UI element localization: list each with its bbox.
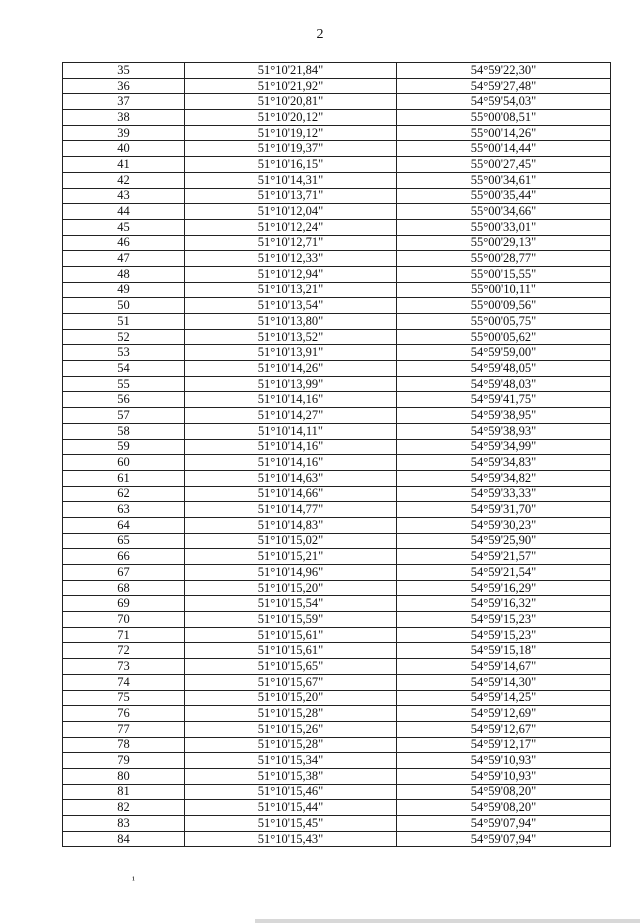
table-row: [63, 565, 611, 581]
table-row: [63, 643, 611, 659]
point-number-cell: 67: [63, 565, 185, 581]
coordinate-2-cell: 54°59'21,54": [397, 565, 611, 581]
coordinate-1-cell: 51°10'14,16": [185, 392, 397, 408]
coordinate-2-cell: 55°00'33,01": [397, 219, 611, 235]
coordinate-1-cell: 51°10'20,81": [185, 94, 397, 110]
coordinate-1-cell: 51°10'20,12": [185, 110, 397, 126]
coordinate-1-cell: 51°10'12,71": [185, 235, 397, 251]
coordinate-2-cell: 54°59'10,93": [397, 753, 611, 769]
point-number-cell: 65: [63, 533, 185, 549]
coordinate-1-cell: 51°10'15,43": [185, 831, 397, 847]
point-number-cell: 73: [63, 659, 185, 675]
table-row: [63, 784, 611, 800]
table-row: [63, 63, 611, 79]
table-row: [63, 737, 611, 753]
coordinate-1-cell: 51°10'13,80": [185, 314, 397, 330]
table-row: [63, 800, 611, 816]
point-number-cell: 69: [63, 596, 185, 612]
coordinate-1-cell: 51°10'12,33": [185, 251, 397, 267]
coordinate-2-cell: 54°59'48,05": [397, 361, 611, 377]
coordinate-2-cell: 54°59'12,69": [397, 706, 611, 722]
coordinate-1-cell: 51°10'15,28": [185, 737, 397, 753]
point-number-cell: 56: [63, 392, 185, 408]
coordinate-2-cell: 54°59'10,93": [397, 768, 611, 784]
coordinate-2-cell: 55°00'05,62": [397, 329, 611, 345]
point-number-cell: 84: [63, 831, 185, 847]
table-row: [63, 612, 611, 628]
table-row: [63, 235, 611, 251]
point-number-cell: 40: [63, 141, 185, 157]
table-row: [63, 282, 611, 298]
coordinate-1-cell: 51°10'13,71": [185, 188, 397, 204]
coordinate-1-cell: 51°10'13,99": [185, 376, 397, 392]
table-row: [63, 470, 611, 486]
coordinate-2-cell: 54°59'16,32": [397, 596, 611, 612]
coordinate-1-cell: 51°10'13,21": [185, 282, 397, 298]
point-number-cell: 55: [63, 376, 185, 392]
coordinates-table: [62, 62, 611, 847]
point-number-cell: 60: [63, 455, 185, 471]
table-row: [63, 486, 611, 502]
point-number-cell: 75: [63, 690, 185, 706]
table-row: [63, 157, 611, 173]
point-number-cell: 35: [63, 63, 185, 79]
coordinate-1-cell: 51°10'14,16": [185, 439, 397, 455]
coordinate-1-cell: 51°10'12,24": [185, 219, 397, 235]
coordinate-2-cell: 54°59'38,95": [397, 408, 611, 424]
point-number-cell: 36: [63, 78, 185, 94]
table-row: [63, 627, 611, 643]
table-row: [63, 94, 611, 110]
coordinate-1-cell: 51°10'15,65": [185, 659, 397, 675]
coordinate-1-cell: 51°10'14,66": [185, 486, 397, 502]
scan-edge: [255, 919, 640, 923]
coordinate-2-cell: 55°00'15,55": [397, 266, 611, 282]
coordinate-1-cell: 51°10'21,92": [185, 78, 397, 94]
coordinate-2-cell: 54°59'12,17": [397, 737, 611, 753]
coordinate-1-cell: 51°10'16,15": [185, 157, 397, 173]
coordinate-2-cell: 55°00'34,66": [397, 204, 611, 220]
coordinate-2-cell: 55°00'35,44": [397, 188, 611, 204]
coordinate-2-cell: 55°00'29,13": [397, 235, 611, 251]
point-number-cell: 43: [63, 188, 185, 204]
coordinate-2-cell: 55°00'14,44": [397, 141, 611, 157]
coordinate-1-cell: 51°10'15,20": [185, 690, 397, 706]
point-number-cell: 50: [63, 298, 185, 314]
coordinate-1-cell: 51°10'14,63": [185, 470, 397, 486]
coordinate-1-cell: 51°10'15,26": [185, 721, 397, 737]
point-number-cell: 53: [63, 345, 185, 361]
coordinate-1-cell: 51°10'15,34": [185, 753, 397, 769]
table-row: [63, 768, 611, 784]
point-number-cell: 52: [63, 329, 185, 345]
table-row: [63, 392, 611, 408]
coordinate-1-cell: 51°10'14,16": [185, 455, 397, 471]
coordinate-1-cell: 51°10'15,46": [185, 784, 397, 800]
table-row: [63, 329, 611, 345]
coordinate-1-cell: 51°10'15,38": [185, 768, 397, 784]
coordinate-2-cell: 54°59'34,99": [397, 439, 611, 455]
page-number: 2: [316, 27, 324, 42]
table-row: [63, 408, 611, 424]
coordinate-2-cell: 55°00'14,26": [397, 125, 611, 141]
coordinate-1-cell: 51°10'12,04": [185, 204, 397, 220]
point-number-cell: 68: [63, 580, 185, 596]
coordinate-1-cell: 51°10'19,37": [185, 141, 397, 157]
coordinate-1-cell: 51°10'13,91": [185, 345, 397, 361]
coordinate-1-cell: 51°10'15,20": [185, 580, 397, 596]
point-number-cell: 76: [63, 706, 185, 722]
coordinate-2-cell: 54°59'12,67": [397, 721, 611, 737]
table-row: [63, 251, 611, 267]
point-number-cell: 62: [63, 486, 185, 502]
coordinate-1-cell: 51°10'15,02": [185, 533, 397, 549]
table-row: [63, 219, 611, 235]
point-number-cell: 49: [63, 282, 185, 298]
table-row: [63, 345, 611, 361]
point-number-cell: 47: [63, 251, 185, 267]
coordinate-1-cell: 51°10'15,67": [185, 674, 397, 690]
point-number-cell: 64: [63, 517, 185, 533]
coordinate-1-cell: 51°10'14,96": [185, 565, 397, 581]
table-row: [63, 517, 611, 533]
point-number-cell: 80: [63, 768, 185, 784]
table-row: [63, 314, 611, 330]
table-row: [63, 439, 611, 455]
coordinate-2-cell: 55°00'34,61": [397, 172, 611, 188]
coordinate-2-cell: 54°59'41,75": [397, 392, 611, 408]
table-row: [63, 831, 611, 847]
coordinate-1-cell: 51°10'15,54": [185, 596, 397, 612]
coordinate-2-cell: 55°00'27,45": [397, 157, 611, 173]
coordinate-1-cell: 51°10'14,26": [185, 361, 397, 377]
table-row: [63, 78, 611, 94]
coordinate-2-cell: 54°59'34,82": [397, 470, 611, 486]
coordinate-2-cell: 55°00'08,51": [397, 110, 611, 126]
table-row: [63, 141, 611, 157]
point-number-cell: 44: [63, 204, 185, 220]
point-number-cell: 82: [63, 800, 185, 816]
coordinate-1-cell: 51°10'15,59": [185, 612, 397, 628]
table-row: [63, 690, 611, 706]
table-row: [63, 298, 611, 314]
point-number-cell: 70: [63, 612, 185, 628]
point-number-cell: 41: [63, 157, 185, 173]
coordinate-1-cell: 51°10'14,77": [185, 502, 397, 518]
table-row: [63, 721, 611, 737]
coordinate-1-cell: 51°10'14,31": [185, 172, 397, 188]
point-number-cell: 79: [63, 753, 185, 769]
coordinate-2-cell: 54°59'22,30": [397, 63, 611, 79]
point-number-cell: 71: [63, 627, 185, 643]
coordinate-2-cell: 54°59'14,30": [397, 674, 611, 690]
coordinate-2-cell: 54°59'33,33": [397, 486, 611, 502]
coordinate-1-cell: 51°10'13,54": [185, 298, 397, 314]
table-row: [63, 125, 611, 141]
table-row: [63, 549, 611, 565]
coordinate-2-cell: 55°00'28,77": [397, 251, 611, 267]
table-row: [63, 172, 611, 188]
coordinate-1-cell: 51°10'14,27": [185, 408, 397, 424]
point-number-cell: 51: [63, 314, 185, 330]
coordinate-2-cell: 54°59'07,94": [397, 816, 611, 832]
table-row: [63, 706, 611, 722]
coordinate-1-cell: 51°10'21,84": [185, 63, 397, 79]
coordinate-2-cell: 54°59'08,20": [397, 784, 611, 800]
point-number-cell: 58: [63, 423, 185, 439]
table-row: [63, 753, 611, 769]
footer-mark: ¹: [132, 875, 135, 886]
coordinate-1-cell: 51°10'15,21": [185, 549, 397, 565]
coordinate-1-cell: 51°10'19,12": [185, 125, 397, 141]
table-row: [63, 423, 611, 439]
table-row: [63, 188, 611, 204]
coordinate-2-cell: 54°59'14,67": [397, 659, 611, 675]
table-row: [63, 204, 611, 220]
point-number-cell: 77: [63, 721, 185, 737]
coordinate-2-cell: 54°59'16,29": [397, 580, 611, 596]
table-row: [63, 674, 611, 690]
coordinate-1-cell: 51°10'14,83": [185, 517, 397, 533]
table-row: [63, 533, 611, 549]
table-row: [63, 596, 611, 612]
table-row: [63, 580, 611, 596]
point-number-cell: 39: [63, 125, 185, 141]
table-row: [63, 502, 611, 518]
coordinate-2-cell: 54°59'27,48": [397, 78, 611, 94]
coordinate-2-cell: 54°59'30,23": [397, 517, 611, 533]
coordinate-1-cell: 51°10'15,28": [185, 706, 397, 722]
coordinate-1-cell: 51°10'15,44": [185, 800, 397, 816]
coordinate-2-cell: 54°59'54,03": [397, 94, 611, 110]
point-number-cell: 74: [63, 674, 185, 690]
point-number-cell: 61: [63, 470, 185, 486]
coordinate-2-cell: 54°59'25,90": [397, 533, 611, 549]
point-number-cell: 48: [63, 266, 185, 282]
point-number-cell: 42: [63, 172, 185, 188]
point-number-cell: 38: [63, 110, 185, 126]
coordinate-2-cell: 54°59'48,03": [397, 376, 611, 392]
coordinate-2-cell: 54°59'21,57": [397, 549, 611, 565]
point-number-cell: 63: [63, 502, 185, 518]
point-number-cell: 78: [63, 737, 185, 753]
coordinates-table-body: [63, 63, 611, 847]
point-number-cell: 81: [63, 784, 185, 800]
coordinate-2-cell: 54°59'34,83": [397, 455, 611, 471]
coordinate-1-cell: 51°10'14,11": [185, 423, 397, 439]
coordinate-2-cell: 55°00'09,56": [397, 298, 611, 314]
coordinate-1-cell: 51°10'13,52": [185, 329, 397, 345]
table-row: [63, 659, 611, 675]
table-row: [63, 361, 611, 377]
point-number-cell: 72: [63, 643, 185, 659]
coordinate-2-cell: 54°59'14,25": [397, 690, 611, 706]
point-number-cell: 45: [63, 219, 185, 235]
table-row: [63, 455, 611, 471]
coordinate-2-cell: 55°00'05,75": [397, 314, 611, 330]
coordinate-2-cell: 54°59'07,94": [397, 831, 611, 847]
coordinate-2-cell: 54°59'15,23": [397, 612, 611, 628]
coordinate-1-cell: 51°10'15,45": [185, 816, 397, 832]
table-row: [63, 376, 611, 392]
table-row: [63, 266, 611, 282]
coordinate-2-cell: 54°59'15,23": [397, 627, 611, 643]
point-number-cell: 57: [63, 408, 185, 424]
coordinate-1-cell: 51°10'12,94": [185, 266, 397, 282]
point-number-cell: 83: [63, 816, 185, 832]
point-number-cell: 66: [63, 549, 185, 565]
table-row: [63, 816, 611, 832]
coordinate-2-cell: 54°59'31,70": [397, 502, 611, 518]
point-number-cell: 37: [63, 94, 185, 110]
coordinate-1-cell: 51°10'15,61": [185, 643, 397, 659]
point-number-cell: 54: [63, 361, 185, 377]
coordinate-2-cell: 54°59'38,93": [397, 423, 611, 439]
coordinate-1-cell: 51°10'15,61": [185, 627, 397, 643]
table-row: [63, 110, 611, 126]
coordinate-2-cell: 54°59'08,20": [397, 800, 611, 816]
coordinate-2-cell: 54°59'15,18": [397, 643, 611, 659]
coordinate-2-cell: 55°00'10,11": [397, 282, 611, 298]
point-number-cell: 59: [63, 439, 185, 455]
coordinate-2-cell: 54°59'59,00": [397, 345, 611, 361]
point-number-cell: 46: [63, 235, 185, 251]
